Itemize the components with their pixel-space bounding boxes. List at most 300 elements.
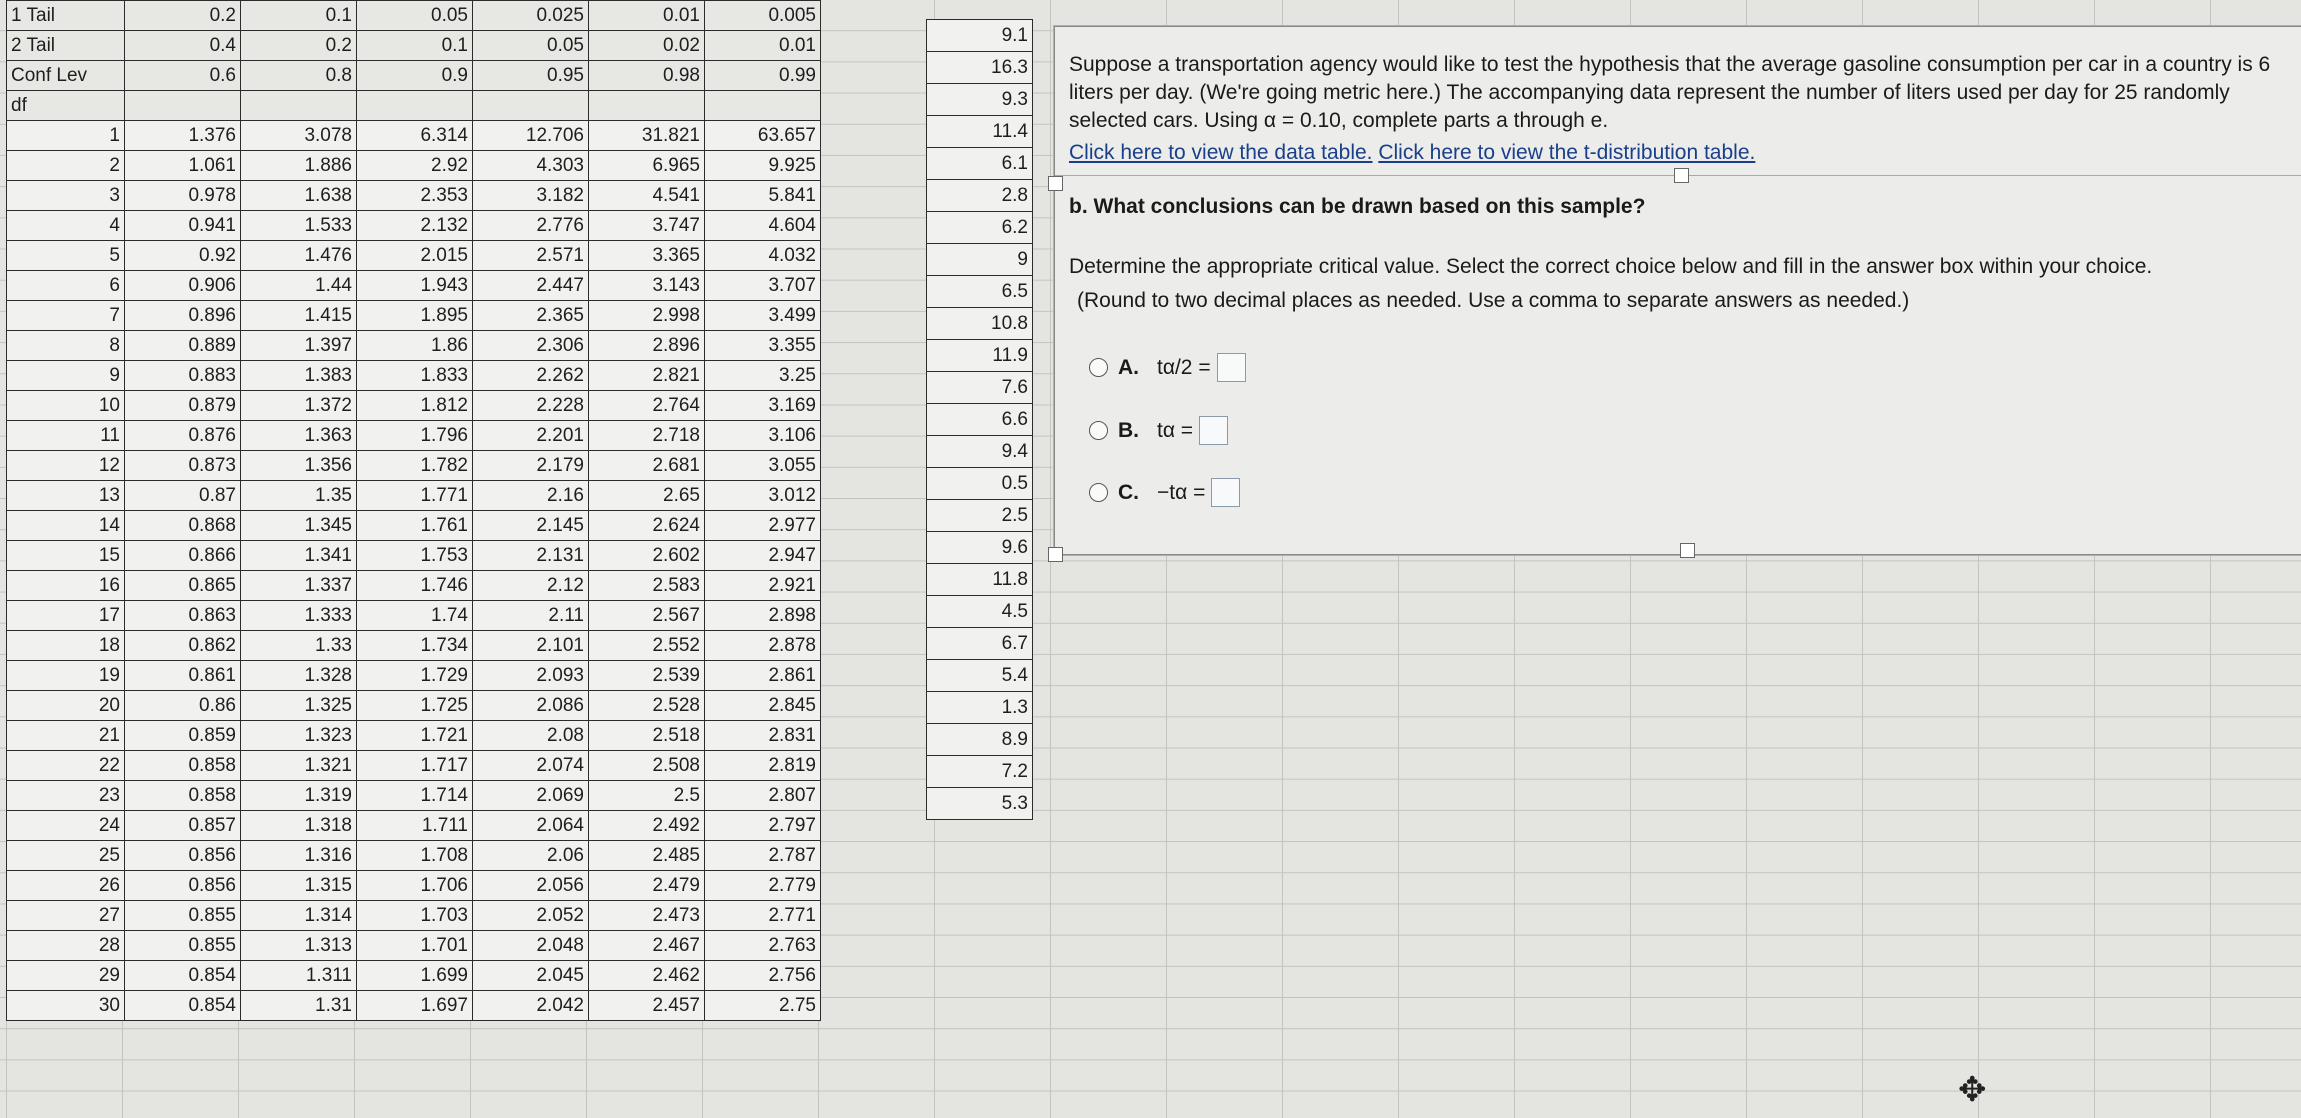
data-row (927, 404, 1033, 436)
data-cell[interactable]: 11.4 (927, 116, 1033, 148)
critical-value-cell[interactable]: 2.485 (589, 841, 705, 871)
critical-value-cell[interactable]: 3.106 (705, 421, 821, 451)
data-row (927, 468, 1033, 500)
header-cell[interactable]: 0.8 (241, 61, 357, 91)
critical-value-cell[interactable]: 1.345 (241, 511, 357, 541)
critical-value-cell[interactable]: 2.228 (473, 391, 589, 421)
critical-value-cell[interactable]: 1.321 (241, 751, 357, 781)
critical-value-cell[interactable]: 1.31 (241, 991, 357, 1021)
header-cell[interactable]: 0.05 (473, 31, 589, 61)
data-cell[interactable]: 10.8 (927, 308, 1033, 340)
critical-value-cell[interactable]: 1.74 (357, 601, 473, 631)
critical-value-cell[interactable]: 2.602 (589, 541, 705, 571)
empty-cell[interactable] (357, 91, 473, 121)
critical-value-cell[interactable]: 1.533 (241, 211, 357, 241)
header-cell[interactable]: 0.2 (241, 31, 357, 61)
critical-value-cell[interactable]: 2.75 (705, 991, 821, 1021)
critical-value-cell[interactable]: 0.856 (125, 841, 241, 871)
critical-value-cell[interactable]: 1.717 (357, 751, 473, 781)
data-cell[interactable]: 9.4 (927, 436, 1033, 468)
critical-value-cell[interactable]: 2.132 (357, 211, 473, 241)
critical-value-cell[interactable]: 0.854 (125, 961, 241, 991)
df-cell[interactable]: 27 (7, 901, 125, 931)
empty-cell[interactable] (589, 91, 705, 121)
critical-value-cell[interactable]: 2.052 (473, 901, 589, 931)
critical-value-cell[interactable]: 2.093 (473, 661, 589, 691)
critical-value-cell[interactable]: 0.856 (125, 871, 241, 901)
critical-value-cell[interactable]: 2.074 (473, 751, 589, 781)
header-cell[interactable]: 0.9 (357, 61, 473, 91)
choice-c[interactable] (1089, 478, 1240, 507)
critical-value-cell[interactable]: 1.33 (241, 631, 357, 661)
table-row (7, 481, 821, 511)
critical-value-cell[interactable]: 1.703 (357, 901, 473, 931)
header-label[interactable]: 1 Tail (7, 1, 125, 31)
header-cell[interactable]: 0.95 (473, 61, 589, 91)
critical-value-cell[interactable]: 3.707 (705, 271, 821, 301)
critical-value-cell[interactable]: 2.467 (589, 931, 705, 961)
critical-value-cell[interactable]: 2.861 (705, 661, 821, 691)
critical-value-cell[interactable]: 2.042 (473, 991, 589, 1021)
critical-value-cell[interactable]: 1.313 (241, 931, 357, 961)
resize-handle-left[interactable] (1048, 176, 1063, 191)
data-row (927, 52, 1033, 84)
df-label[interactable]: df (7, 91, 125, 121)
critical-value-cell[interactable]: 2.101 (473, 631, 589, 661)
critical-value-cell[interactable]: 1.729 (357, 661, 473, 691)
critical-value-cell[interactable]: 1.714 (357, 781, 473, 811)
critical-value-cell[interactable]: 1.697 (357, 991, 473, 1021)
critical-value-cell[interactable]: 2.878 (705, 631, 821, 661)
critical-value-cell[interactable]: 1.812 (357, 391, 473, 421)
question-panel (1054, 26, 2301, 555)
data-cell[interactable]: 9.3 (927, 84, 1033, 116)
data-cell[interactable]: 1.3 (927, 692, 1033, 724)
df-cell[interactable]: 18 (7, 631, 125, 661)
critical-value-cell[interactable]: 2.583 (589, 571, 705, 601)
critical-value-cell[interactable]: 2.5 (589, 781, 705, 811)
critical-value-cell[interactable]: 0.868 (125, 511, 241, 541)
choice-a-answer-box[interactable] (1217, 353, 1246, 382)
critical-value-cell[interactable]: 1.943 (357, 271, 473, 301)
table-row (7, 361, 821, 391)
critical-value-cell[interactable]: 0.978 (125, 181, 241, 211)
df-cell[interactable]: 4 (7, 211, 125, 241)
critical-value-cell[interactable]: 1.328 (241, 661, 357, 691)
critical-value-cell[interactable]: 2.947 (705, 541, 821, 571)
df-cell[interactable]: 30 (7, 991, 125, 1021)
critical-value-cell[interactable]: 2.807 (705, 781, 821, 811)
critical-value-cell[interactable]: 1.699 (357, 961, 473, 991)
data-row (927, 564, 1033, 596)
critical-value-cell[interactable]: 0.865 (125, 571, 241, 601)
header-cell[interactable]: 0.4 (125, 31, 241, 61)
df-cell[interactable]: 24 (7, 811, 125, 841)
choice-b-answer-box[interactable] (1199, 416, 1228, 445)
critical-value-cell[interactable]: 1.319 (241, 781, 357, 811)
data-row (927, 532, 1033, 564)
df-cell[interactable]: 8 (7, 331, 125, 361)
header-cell[interactable]: 0.2 (125, 1, 241, 31)
table-row (7, 181, 821, 211)
critical-value-cell[interactable]: 1.721 (357, 721, 473, 751)
empty-cell[interactable] (125, 91, 241, 121)
critical-value-cell[interactable]: 1.35 (241, 481, 357, 511)
data-cell[interactable]: 11.9 (927, 340, 1033, 372)
critical-value-cell[interactable]: 3.355 (705, 331, 821, 361)
critical-value-cell[interactable]: 2.831 (705, 721, 821, 751)
df-cell[interactable]: 9 (7, 361, 125, 391)
critical-value-cell[interactable]: 4.303 (473, 151, 589, 181)
critical-value-cell[interactable]: 2.306 (473, 331, 589, 361)
critical-value-cell[interactable]: 2.131 (473, 541, 589, 571)
header-cell[interactable]: 0.99 (705, 61, 821, 91)
critical-value-cell[interactable]: 3.499 (705, 301, 821, 331)
critical-value-cell[interactable]: 1.796 (357, 421, 473, 451)
critical-value-cell[interactable]: 1.341 (241, 541, 357, 571)
critical-value-cell[interactable]: 2.492 (589, 811, 705, 841)
data-cell[interactable]: 0.5 (927, 468, 1033, 500)
critical-value-cell[interactable]: 1.316 (241, 841, 357, 871)
critical-value-cell[interactable]: 1.895 (357, 301, 473, 331)
critical-value-cell[interactable]: 1.833 (357, 361, 473, 391)
empty-cell[interactable] (705, 91, 821, 121)
header-cell[interactable]: 0.025 (473, 1, 589, 31)
critical-value-cell[interactable]: 2.787 (705, 841, 821, 871)
data-cell[interactable]: 5.4 (927, 660, 1033, 692)
table-row (7, 841, 821, 871)
header-cell[interactable]: 0.98 (589, 61, 705, 91)
critical-value-cell[interactable]: 2.845 (705, 691, 821, 721)
df-cell[interactable]: 14 (7, 511, 125, 541)
view-data-table-link[interactable]: Click here to view the data table. (1069, 141, 1373, 164)
critical-value-cell[interactable]: 0.87 (125, 481, 241, 511)
header-cell[interactable]: 0.01 (589, 1, 705, 31)
critical-value-cell[interactable]: 1.325 (241, 691, 357, 721)
critical-value-cell[interactable]: 0.858 (125, 781, 241, 811)
critical-value-cell[interactable]: 2.056 (473, 871, 589, 901)
critical-value-cell[interactable]: 0.855 (125, 901, 241, 931)
df-cell[interactable]: 19 (7, 661, 125, 691)
critical-value-cell[interactable]: 1.318 (241, 811, 357, 841)
critical-value-cell[interactable]: 1.753 (357, 541, 473, 571)
critical-value-cell[interactable]: 2.681 (589, 451, 705, 481)
critical-value-cell[interactable]: 2.771 (705, 901, 821, 931)
critical-value-cell[interactable]: 1.372 (241, 391, 357, 421)
data-cell[interactable]: 6.1 (927, 148, 1033, 180)
critical-value-cell[interactable]: 0.862 (125, 631, 241, 661)
critical-value-cell[interactable]: 2.064 (473, 811, 589, 841)
critical-value-cell[interactable]: 0.873 (125, 451, 241, 481)
choice-c-answer-box[interactable] (1211, 478, 1240, 507)
critical-value-cell[interactable]: 1.363 (241, 421, 357, 451)
critical-value-cell[interactable]: 2.479 (589, 871, 705, 901)
critical-value-cell[interactable]: 1.356 (241, 451, 357, 481)
data-cell[interactable]: 7.2 (927, 756, 1033, 788)
critical-value-cell[interactable]: 1.311 (241, 961, 357, 991)
critical-value-cell[interactable]: 0.863 (125, 601, 241, 631)
critical-value-cell[interactable]: 0.889 (125, 331, 241, 361)
choice-a-radio[interactable] (1089, 358, 1108, 377)
header-cell[interactable]: 0.005 (705, 1, 821, 31)
view-t-distribution-link[interactable]: Click here to view the t-distribution table. (1378, 141, 1756, 164)
critical-value-cell[interactable]: 2.508 (589, 751, 705, 781)
table-row (7, 391, 821, 421)
critical-value-cell[interactable]: 0.906 (125, 271, 241, 301)
critical-value-cell[interactable]: 1.415 (241, 301, 357, 331)
critical-value-cell[interactable]: 1.383 (241, 361, 357, 391)
critical-value-cell[interactable]: 2.539 (589, 661, 705, 691)
critical-value-cell[interactable]: 1.638 (241, 181, 357, 211)
critical-value-cell[interactable]: 2.998 (589, 301, 705, 331)
choice-b-radio[interactable] (1089, 421, 1108, 440)
data-cell[interactable]: 5.3 (927, 788, 1033, 820)
critical-value-cell[interactable]: 1.315 (241, 871, 357, 901)
data-cell[interactable]: 2.8 (927, 180, 1033, 212)
critical-value-cell[interactable]: 2.92 (357, 151, 473, 181)
critical-value-cell[interactable]: 0.855 (125, 931, 241, 961)
critical-value-cell[interactable]: 31.821 (589, 121, 705, 151)
df-cell[interactable]: 25 (7, 841, 125, 871)
df-cell[interactable]: 10 (7, 391, 125, 421)
critical-value-cell[interactable]: 1.44 (241, 271, 357, 301)
df-cell[interactable]: 11 (7, 421, 125, 451)
resize-handle-top[interactable] (1674, 168, 1689, 183)
critical-value-cell[interactable]: 2.201 (473, 421, 589, 451)
critical-value-cell[interactable]: 3.365 (589, 241, 705, 271)
critical-value-cell[interactable]: 2.16 (473, 481, 589, 511)
critical-value-cell[interactable]: 0.86 (125, 691, 241, 721)
critical-value-cell[interactable]: 2.462 (589, 961, 705, 991)
critical-value-cell[interactable]: 2.457 (589, 991, 705, 1021)
df-cell[interactable]: 20 (7, 691, 125, 721)
critical-value-cell[interactable]: 2.045 (473, 961, 589, 991)
table-row (7, 601, 821, 631)
critical-value-cell[interactable]: 2.624 (589, 511, 705, 541)
choice-b[interactable] (1089, 416, 1228, 445)
critical-value-cell[interactable]: 2.08 (473, 721, 589, 751)
critical-value-cell[interactable]: 63.657 (705, 121, 821, 151)
critical-value-cell[interactable]: 3.078 (241, 121, 357, 151)
df-cell[interactable]: 1 (7, 121, 125, 151)
critical-value-cell[interactable]: 0.876 (125, 421, 241, 451)
header-cell[interactable]: 0.01 (705, 31, 821, 61)
data-cell[interactable]: 16.3 (927, 52, 1033, 84)
critical-value-cell[interactable]: 0.866 (125, 541, 241, 571)
critical-value-cell[interactable]: 3.169 (705, 391, 821, 421)
critical-value-cell[interactable]: 1.761 (357, 511, 473, 541)
table-row (7, 121, 821, 151)
critical-value-cell[interactable]: 3.055 (705, 451, 821, 481)
critical-value-cell[interactable]: 1.701 (357, 931, 473, 961)
critical-value-cell[interactable]: 1.323 (241, 721, 357, 751)
resize-handle-bottom[interactable] (1680, 543, 1695, 558)
critical-value-cell[interactable]: 12.706 (473, 121, 589, 151)
critical-value-cell[interactable]: 1.734 (357, 631, 473, 661)
df-cell[interactable]: 5 (7, 241, 125, 271)
critical-value-cell[interactable]: 2.764 (589, 391, 705, 421)
critical-value-cell[interactable]: 2.179 (473, 451, 589, 481)
df-cell[interactable]: 2 (7, 151, 125, 181)
critical-value-cell[interactable]: 2.528 (589, 691, 705, 721)
critical-value-cell[interactable]: 1.711 (357, 811, 473, 841)
critical-value-cell[interactable]: 1.333 (241, 601, 357, 631)
data-row (927, 500, 1033, 532)
critical-value-cell[interactable]: 2.718 (589, 421, 705, 451)
question-intro: Suppose a transportation agency would like to test the hypothesis that the average gasoline consumption per car in a country is 6 liters per day. (We're going metric here.) The accompanying data represent the number of liters used per day for 25 randomly selected cars. Using α = 0.10, complete parts a through e. (1069, 53, 2271, 132)
critical-value-cell[interactable]: 1.886 (241, 151, 357, 181)
critical-value-cell[interactable]: 6.314 (357, 121, 473, 151)
critical-value-cell[interactable]: 1.476 (241, 241, 357, 271)
critical-value-cell[interactable]: 1.061 (125, 151, 241, 181)
critical-value-cell[interactable]: 2.015 (357, 241, 473, 271)
table-row (7, 331, 821, 361)
critical-value-cell[interactable]: 0.861 (125, 661, 241, 691)
critical-value-cell[interactable]: 0.854 (125, 991, 241, 1021)
header-cell[interactable]: 0.1 (241, 1, 357, 31)
header-cell[interactable]: 0.6 (125, 61, 241, 91)
critical-value-cell[interactable]: 2.552 (589, 631, 705, 661)
critical-value-cell[interactable]: 0.857 (125, 811, 241, 841)
data-cell[interactable]: 9 (927, 244, 1033, 276)
empty-cell[interactable] (241, 91, 357, 121)
critical-value-cell[interactable]: 2.896 (589, 331, 705, 361)
critical-value-cell[interactable]: 2.898 (705, 601, 821, 631)
df-cell[interactable]: 23 (7, 781, 125, 811)
critical-value-cell[interactable]: 0.858 (125, 751, 241, 781)
resize-handle-bottom-left[interactable] (1048, 547, 1063, 562)
critical-value-cell[interactable]: 2.977 (705, 511, 821, 541)
critical-value-cell[interactable]: 2.145 (473, 511, 589, 541)
header-label[interactable]: Conf Lev (7, 61, 125, 91)
data-cell[interactable]: 9.1 (927, 20, 1033, 52)
critical-value-cell[interactable]: 0.941 (125, 211, 241, 241)
critical-value-cell[interactable]: 0.859 (125, 721, 241, 751)
critical-value-cell[interactable]: 1.746 (357, 571, 473, 601)
critical-value-cell[interactable]: 1.782 (357, 451, 473, 481)
critical-value-cell[interactable]: 3.25 (705, 361, 821, 391)
critical-value-cell[interactable]: 2.756 (705, 961, 821, 991)
df-cell[interactable]: 29 (7, 961, 125, 991)
data-cell[interactable]: 6.6 (927, 404, 1033, 436)
choice-c-radio[interactable] (1089, 483, 1108, 502)
critical-value-cell[interactable]: 2.65 (589, 481, 705, 511)
critical-value-cell[interactable]: 2.567 (589, 601, 705, 631)
critical-value-cell[interactable]: 2.473 (589, 901, 705, 931)
data-cell[interactable]: 4.5 (927, 596, 1033, 628)
choice-b-letter: B. (1118, 418, 1139, 442)
df-cell[interactable]: 13 (7, 481, 125, 511)
critical-value-cell[interactable]: 2.365 (473, 301, 589, 331)
data-cell[interactable]: 6.2 (927, 212, 1033, 244)
df-cell[interactable]: 21 (7, 721, 125, 751)
critical-value-cell[interactable]: 3.012 (705, 481, 821, 511)
data-cell[interactable]: 9.6 (927, 532, 1033, 564)
df-cell[interactable]: 26 (7, 871, 125, 901)
critical-value-cell[interactable]: 2.447 (473, 271, 589, 301)
critical-value-cell[interactable]: 1.337 (241, 571, 357, 601)
df-cell[interactable]: 28 (7, 931, 125, 961)
critical-value-cell[interactable]: 2.819 (705, 751, 821, 781)
empty-cell[interactable] (473, 91, 589, 121)
data-cell[interactable]: 8.9 (927, 724, 1033, 756)
critical-value-cell[interactable]: 2.779 (705, 871, 821, 901)
data-cell[interactable]: 6.7 (927, 628, 1033, 660)
df-cell[interactable]: 6 (7, 271, 125, 301)
table-row (7, 511, 821, 541)
critical-value-cell[interactable]: 1.376 (125, 121, 241, 151)
critical-value-cell[interactable]: 0.883 (125, 361, 241, 391)
df-cell[interactable]: 15 (7, 541, 125, 571)
critical-value-cell[interactable]: 3.747 (589, 211, 705, 241)
critical-value-cell[interactable]: 1.706 (357, 871, 473, 901)
critical-value-cell[interactable]: 0.896 (125, 301, 241, 331)
critical-value-cell[interactable]: 9.925 (705, 151, 821, 181)
table-row (7, 751, 821, 781)
critical-value-cell[interactable]: 0.879 (125, 391, 241, 421)
choice-a[interactable] (1089, 353, 1246, 382)
critical-value-cell[interactable]: 2.06 (473, 841, 589, 871)
df-cell[interactable]: 22 (7, 751, 125, 781)
df-cell[interactable]: 12 (7, 451, 125, 481)
critical-value-cell[interactable]: 2.776 (473, 211, 589, 241)
df-cell[interactable]: 3 (7, 181, 125, 211)
header-cell[interactable]: 0.05 (357, 1, 473, 31)
critical-value-cell[interactable]: 2.821 (589, 361, 705, 391)
choice-a-formula: tα/2 = (1157, 355, 1211, 379)
critical-value-cell[interactable]: 2.262 (473, 361, 589, 391)
critical-value-cell[interactable]: 2.11 (473, 601, 589, 631)
critical-value-cell[interactable]: 4.032 (705, 241, 821, 271)
df-cell[interactable]: 17 (7, 601, 125, 631)
critical-value-cell[interactable]: 3.182 (473, 181, 589, 211)
data-cell[interactable]: 11.8 (927, 564, 1033, 596)
critical-value-cell[interactable]: 1.86 (357, 331, 473, 361)
data-row (927, 660, 1033, 692)
critical-value-cell[interactable]: 2.353 (357, 181, 473, 211)
critical-value-cell[interactable]: 2.921 (705, 571, 821, 601)
critical-value-cell[interactable]: 4.604 (705, 211, 821, 241)
header-cell[interactable]: 0.1 (357, 31, 473, 61)
critical-value-cell[interactable]: 4.541 (589, 181, 705, 211)
critical-value-cell[interactable]: 5.841 (705, 181, 821, 211)
critical-value-cell[interactable]: 2.12 (473, 571, 589, 601)
critical-value-cell[interactable]: 2.069 (473, 781, 589, 811)
critical-value-cell[interactable]: 1.725 (357, 691, 473, 721)
header-label[interactable]: 2 Tail (7, 31, 125, 61)
critical-value-cell[interactable]: 1.314 (241, 901, 357, 931)
critical-value-cell[interactable]: 2.763 (705, 931, 821, 961)
critical-value-cell[interactable]: 1.771 (357, 481, 473, 511)
critical-value-cell[interactable]: 1.397 (241, 331, 357, 361)
critical-value-cell[interactable]: 0.92 (125, 241, 241, 271)
df-cell[interactable]: 7 (7, 301, 125, 331)
critical-value-cell[interactable]: 1.708 (357, 841, 473, 871)
header-cell[interactable]: 0.02 (589, 31, 705, 61)
critical-value-cell[interactable]: 2.518 (589, 721, 705, 751)
critical-value-cell[interactable]: 6.965 (589, 151, 705, 181)
critical-value-cell[interactable]: 2.048 (473, 931, 589, 961)
critical-value-cell[interactable]: 2.086 (473, 691, 589, 721)
df-cell[interactable]: 16 (7, 571, 125, 601)
data-cell[interactable]: 7.6 (927, 372, 1033, 404)
table-row (7, 961, 821, 991)
critical-value-cell[interactable]: 3.143 (589, 271, 705, 301)
critical-value-cell[interactable]: 2.571 (473, 241, 589, 271)
critical-value-cell[interactable]: 2.797 (705, 811, 821, 841)
data-cell[interactable]: 6.5 (927, 276, 1033, 308)
data-cell[interactable]: 2.5 (927, 500, 1033, 532)
